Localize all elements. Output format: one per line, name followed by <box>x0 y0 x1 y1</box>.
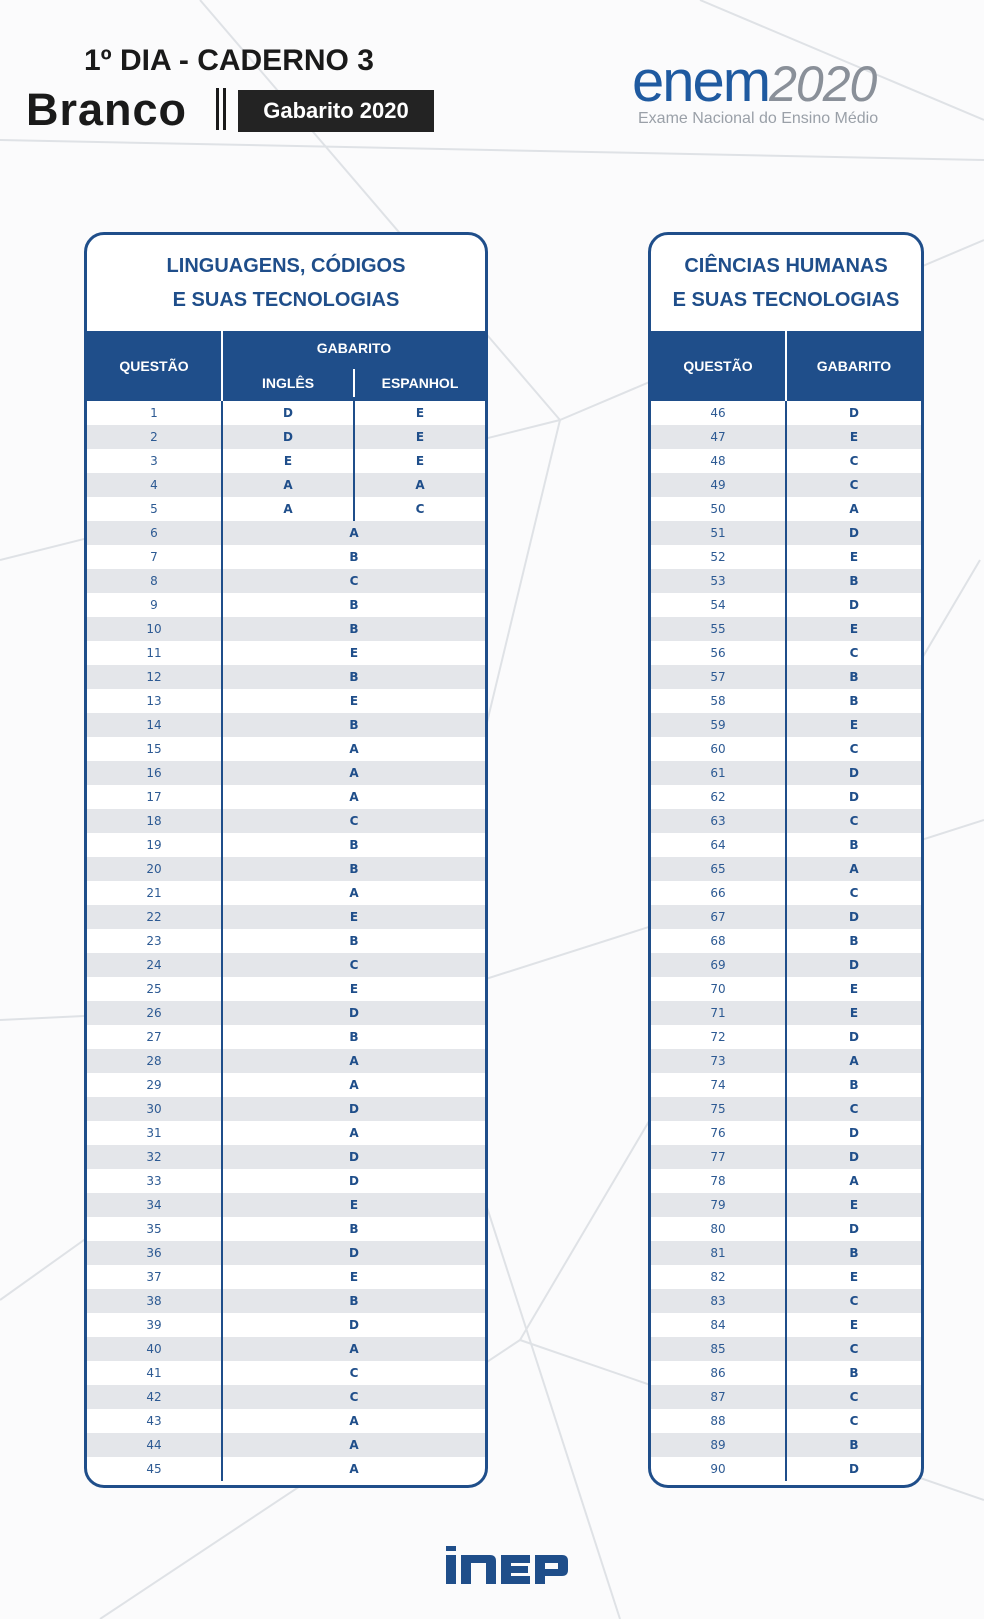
answer-letter: D <box>849 598 859 612</box>
question-number: 84 <box>710 1318 726 1332</box>
table-row <box>87 1313 485 1337</box>
panel-title-line1: CIÊNCIAS HUMANAS <box>684 255 888 277</box>
question-number: 22 <box>146 910 162 924</box>
answer-letter: E <box>849 1006 859 1020</box>
answer-letter: C <box>849 1342 859 1356</box>
table-row <box>87 689 485 713</box>
question-number: 71 <box>710 1006 726 1020</box>
table-row <box>87 713 485 737</box>
answer-letter: D <box>849 766 859 780</box>
table-row <box>87 1361 485 1385</box>
table-row <box>87 905 485 929</box>
question-number: 88 <box>710 1414 726 1428</box>
question-number: 68 <box>710 934 726 948</box>
answer-letter: B <box>349 1294 359 1308</box>
question-number: 27 <box>146 1030 162 1044</box>
question-number: 31 <box>146 1126 162 1140</box>
table-row <box>87 473 485 497</box>
answer-rows <box>651 401 921 1481</box>
answer-letter: A <box>849 502 859 516</box>
answer-letter: E <box>349 694 359 708</box>
table-row <box>87 761 485 785</box>
question-number: 72 <box>710 1030 726 1044</box>
answer-letter: B <box>349 838 359 852</box>
question-number: 65 <box>710 862 726 876</box>
question-number: 90 <box>710 1462 726 1476</box>
answer-letter: A <box>849 1174 859 1188</box>
answer-letter: D <box>849 790 859 804</box>
table-row <box>87 857 485 881</box>
table-row <box>87 1289 485 1313</box>
answer-letter: B <box>349 670 359 684</box>
question-number: 6 <box>150 526 158 540</box>
question-number: 43 <box>146 1414 162 1428</box>
answer-letter: C <box>349 814 359 828</box>
table-row <box>87 977 485 1001</box>
table-row <box>87 881 485 905</box>
table-row <box>87 1097 485 1121</box>
answer-letter: C <box>849 646 859 660</box>
table-row <box>87 1001 485 1025</box>
answer-letter: E <box>849 1318 859 1332</box>
table-row <box>87 1073 485 1097</box>
table-row <box>87 929 485 953</box>
answer-letter: E <box>849 718 859 732</box>
question-number: 73 <box>710 1054 726 1068</box>
answer-letter: E <box>349 982 359 996</box>
table-row <box>87 545 485 569</box>
question-number: 52 <box>710 550 726 564</box>
question-number: 23 <box>146 934 162 948</box>
day-caderno-label: 1º DIA - CADERNO 3 <box>84 44 374 77</box>
question-number: 57 <box>710 670 726 684</box>
question-number: 29 <box>146 1078 162 1092</box>
column-divider <box>785 401 787 1481</box>
answer-letter: D <box>849 1030 859 1044</box>
question-number: 9 <box>150 598 158 612</box>
answer-letter: B <box>349 934 359 948</box>
question-number: 36 <box>146 1246 162 1260</box>
table-row <box>87 1457 485 1481</box>
question-number: 12 <box>146 670 162 684</box>
question-number: 10 <box>146 622 162 636</box>
logo-brand: enem <box>632 49 770 114</box>
answer-letter: E <box>349 1198 359 1212</box>
question-number: 67 <box>710 910 726 924</box>
question-number: 60 <box>710 742 726 756</box>
table-row <box>87 1169 485 1193</box>
answer-letter: A <box>349 1342 359 1356</box>
answer-letter: E <box>349 646 359 660</box>
question-number: 38 <box>146 1294 162 1308</box>
question-number: 18 <box>146 814 162 828</box>
table-row <box>87 641 485 665</box>
question-number: 63 <box>710 814 726 828</box>
answer-letter: B <box>849 838 859 852</box>
answer-letter: E <box>849 430 859 444</box>
question-number: 17 <box>146 790 162 804</box>
panel-title <box>651 235 921 331</box>
question-number: 61 <box>710 766 726 780</box>
question-number: 42 <box>146 1390 162 1404</box>
question-number: 86 <box>710 1366 726 1380</box>
question-number: 78 <box>710 1174 726 1188</box>
table-header <box>651 331 921 401</box>
english-answer: E <box>283 454 293 468</box>
table-header <box>87 331 485 401</box>
col-english-header: INGLÊS <box>261 375 315 391</box>
humanities-answer-panel <box>648 232 924 1488</box>
answer-letter: B <box>349 718 359 732</box>
question-number: 51 <box>710 526 726 540</box>
table-row <box>87 1265 485 1289</box>
question-number: 62 <box>710 790 726 804</box>
question-number: 82 <box>710 1270 726 1284</box>
table-row <box>87 1337 485 1361</box>
question-number: 83 <box>710 1294 726 1308</box>
table-row <box>87 833 485 857</box>
question-number: 69 <box>710 958 726 972</box>
table-row <box>87 569 485 593</box>
answer-letter: A <box>349 1462 359 1476</box>
question-number: 50 <box>710 502 726 516</box>
question-number: 75 <box>710 1102 726 1116</box>
question-number: 24 <box>146 958 162 972</box>
answer-letter: B <box>849 1438 859 1452</box>
table-row <box>87 953 485 977</box>
question-number: 14 <box>146 718 162 732</box>
answer-letter: D <box>849 1222 859 1236</box>
table-row <box>87 1049 485 1073</box>
question-number: 3 <box>150 454 158 468</box>
question-number: 33 <box>146 1174 162 1188</box>
question-number: 54 <box>710 598 726 612</box>
answer-letter: D <box>349 1102 359 1116</box>
answer-letter: B <box>849 1366 859 1380</box>
answer-letter: C <box>849 1414 859 1428</box>
question-number: 26 <box>146 1006 162 1020</box>
answer-letter: D <box>349 1006 359 1020</box>
answer-letter: E <box>849 550 859 564</box>
answer-letter: C <box>349 1366 359 1380</box>
gabarito-badge: Gabarito 2020 <box>238 90 434 132</box>
answer-letter: B <box>849 1246 859 1260</box>
english-answer: A <box>283 478 293 492</box>
question-number: 77 <box>710 1150 726 1164</box>
table-row <box>87 1121 485 1145</box>
question-number: 48 <box>710 454 726 468</box>
answer-letter: B <box>349 622 359 636</box>
table-row <box>87 785 485 809</box>
answer-letter: E <box>849 1270 859 1284</box>
answer-letter: C <box>349 574 359 588</box>
question-number: 44 <box>146 1438 162 1452</box>
answer-letter: B <box>349 598 359 612</box>
col-answer-header: GABARITO <box>816 358 892 374</box>
question-number: 30 <box>146 1102 162 1116</box>
spanish-answer: E <box>415 406 425 420</box>
question-number: 70 <box>710 982 726 996</box>
answer-letter: C <box>349 1390 359 1404</box>
question-number: 74 <box>710 1078 726 1092</box>
question-number: 55 <box>710 622 726 636</box>
table-row <box>87 809 485 833</box>
question-number: 41 <box>146 1366 162 1380</box>
table-row <box>87 617 485 641</box>
panel-title <box>87 235 485 331</box>
question-number: 4 <box>150 478 158 492</box>
answer-letter: A <box>349 766 359 780</box>
table-row <box>87 401 485 425</box>
question-number: 76 <box>710 1126 726 1140</box>
answer-letter: E <box>849 622 859 636</box>
table-row <box>87 425 485 449</box>
english-answer: A <box>283 502 293 516</box>
table-row <box>87 1025 485 1049</box>
question-number: 81 <box>710 1246 726 1260</box>
question-number: 16 <box>146 766 162 780</box>
panel-title-line1: LINGUAGENS, CÓDIGOS <box>166 255 406 277</box>
panel-title-line2: E SUAS TECNOLOGIAS <box>672 289 900 311</box>
answer-letter: D <box>849 1126 859 1140</box>
question-number: 58 <box>710 694 726 708</box>
question-number: 21 <box>146 886 162 900</box>
answer-letter: C <box>849 1390 859 1404</box>
answer-letter: A <box>349 1078 359 1092</box>
question-number: 40 <box>146 1342 162 1356</box>
answer-letter: B <box>349 862 359 876</box>
col-spanish-header: ESPANHOL <box>381 375 459 391</box>
spanish-answer: E <box>415 430 425 444</box>
question-number: 8 <box>150 574 158 588</box>
column-divider <box>221 401 223 1481</box>
answer-letter: C <box>849 1102 859 1116</box>
col-question-header: QUESTÃO <box>683 358 753 374</box>
question-number: 39 <box>146 1318 162 1332</box>
table-row <box>87 1241 485 1265</box>
question-number: 28 <box>146 1054 162 1068</box>
question-number: 5 <box>150 502 158 516</box>
question-number: 89 <box>710 1438 726 1452</box>
question-number: 79 <box>710 1198 726 1212</box>
question-number: 45 <box>146 1462 162 1476</box>
answer-letter: A <box>349 1126 359 1140</box>
table-row <box>87 1145 485 1169</box>
answer-letter: A <box>349 1414 359 1428</box>
answer-letter: A <box>849 1054 859 1068</box>
english-answer: D <box>283 430 293 444</box>
spanish-answer: A <box>415 478 425 492</box>
answer-letter: E <box>349 1270 359 1284</box>
answer-letter: D <box>349 1150 359 1164</box>
answer-letter: A <box>349 1054 359 1068</box>
answer-letter: B <box>349 1222 359 1236</box>
table-row <box>87 449 485 473</box>
answer-letter: A <box>349 790 359 804</box>
answer-letter: B <box>849 694 859 708</box>
question-number: 2 <box>150 430 158 444</box>
question-number: 85 <box>710 1342 726 1356</box>
english-answer: D <box>283 406 293 420</box>
question-number: 53 <box>710 574 726 588</box>
question-number: 32 <box>146 1150 162 1164</box>
answer-letter: B <box>349 1030 359 1044</box>
col-question-header: QUESTÃO <box>119 358 189 374</box>
table-row <box>87 593 485 617</box>
answer-letter: A <box>349 1438 359 1452</box>
table-row <box>87 1409 485 1433</box>
answer-letter: B <box>849 1078 859 1092</box>
enem-logo <box>632 48 932 138</box>
answer-letter: E <box>849 982 859 996</box>
question-number: 80 <box>710 1222 726 1236</box>
question-number: 66 <box>710 886 726 900</box>
question-number: 15 <box>146 742 162 756</box>
table-row <box>87 1193 485 1217</box>
answer-rows <box>87 401 485 1481</box>
separator-bars <box>214 88 234 130</box>
answer-letter: D <box>349 1174 359 1188</box>
answer-letter: E <box>849 1198 859 1212</box>
answer-letter: C <box>849 1294 859 1308</box>
table-row <box>87 497 485 521</box>
question-number: 19 <box>146 838 162 852</box>
answer-letter: B <box>849 670 859 684</box>
answer-letter: B <box>849 574 859 588</box>
language-divider <box>353 401 355 521</box>
question-number: 47 <box>710 430 726 444</box>
question-number: 87 <box>710 1390 726 1404</box>
inep-logo <box>446 1546 568 1584</box>
question-number: 64 <box>710 838 726 852</box>
answer-letter: C <box>849 742 859 756</box>
answer-letter: C <box>849 814 859 828</box>
spanish-answer: E <box>415 454 425 468</box>
table-row <box>87 665 485 689</box>
question-number: 25 <box>146 982 162 996</box>
answer-letter: C <box>849 454 859 468</box>
answer-letter: A <box>349 526 359 540</box>
spanish-answer: C <box>415 502 425 516</box>
answer-letter: D <box>849 1462 859 1476</box>
question-number: 49 <box>710 478 726 492</box>
logo-year: 2020 <box>769 56 877 112</box>
logo-subtitle: Exame Nacional do Ensino Médio <box>638 110 879 127</box>
question-number: 13 <box>146 694 162 708</box>
answer-letter: C <box>849 886 859 900</box>
table-row <box>87 1385 485 1409</box>
answer-letter: B <box>349 550 359 564</box>
languages-answer-panel <box>84 232 488 1488</box>
answer-letter: D <box>849 958 859 972</box>
answer-letter: A <box>349 742 359 756</box>
question-number: 20 <box>146 862 162 876</box>
question-number: 37 <box>146 1270 162 1284</box>
answer-letter: C <box>849 478 859 492</box>
answer-letter: D <box>849 1150 859 1164</box>
question-number: 56 <box>710 646 726 660</box>
question-number: 1 <box>150 406 158 420</box>
question-number: 34 <box>146 1198 162 1212</box>
booklet-color-label: Branco <box>26 84 188 135</box>
answer-letter: D <box>849 910 859 924</box>
answer-letter: D <box>849 406 859 420</box>
table-row <box>87 1217 485 1241</box>
question-number: 11 <box>146 646 162 660</box>
answer-letter: E <box>349 910 359 924</box>
panel-title-line2: E SUAS TECNOLOGIAS <box>172 289 400 311</box>
answer-letter: D <box>849 526 859 540</box>
answer-letter: A <box>849 862 859 876</box>
question-number: 46 <box>710 406 726 420</box>
answer-letter: A <box>349 886 359 900</box>
table-row <box>87 1433 485 1457</box>
answer-letter: C <box>349 958 359 972</box>
answer-letter: D <box>349 1246 359 1260</box>
table-row <box>87 737 485 761</box>
answer-letter: B <box>849 934 859 948</box>
question-number: 7 <box>150 550 158 564</box>
answer-letter: D <box>349 1318 359 1332</box>
question-number: 59 <box>710 718 726 732</box>
question-number: 35 <box>146 1222 162 1236</box>
table-row <box>87 521 485 545</box>
col-answer-header: GABARITO <box>316 340 392 356</box>
